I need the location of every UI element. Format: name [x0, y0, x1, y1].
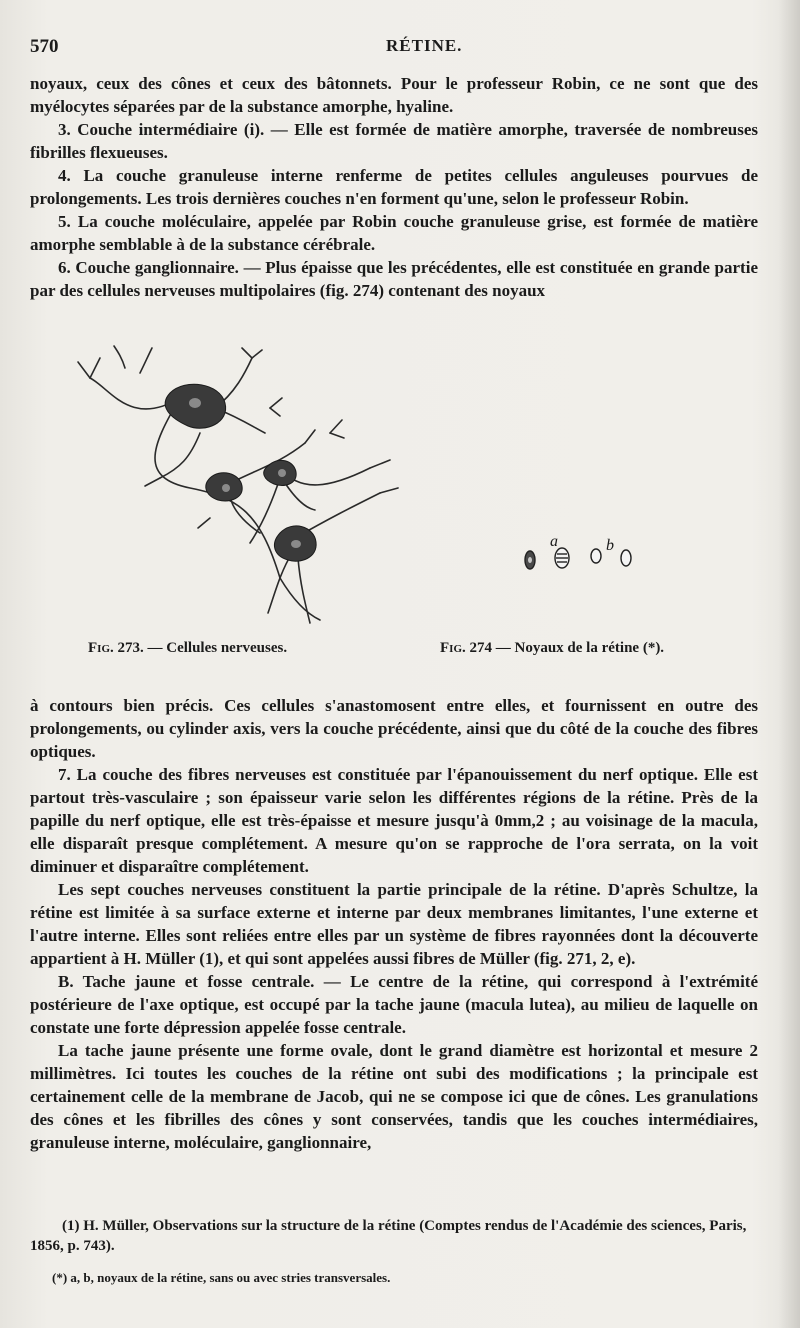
- paragraph: La tache jaune présente une forme ovale, dont le grand diamètre est horizontal et mesure 2 millimètres. Ici toutes les couches de la rétine ont subi des modifications ; la principale est certainement celle de la membrane de Jacob, qui ne se compose ici que de cônes. Les granulations des cônes et les fibrilles des cônes y sont conservées, tandis que les couches intermédiaires, granuleuse interne, moléculaire, ganglionnaire,: [30, 1041, 758, 1152]
- text-block-bottom: [30, 694, 758, 1154]
- running-head: RÉTINE.: [386, 36, 463, 55]
- footnote-asterisk: (*) a, b, noyaux de la rétine, sans ou avec stries transversales.: [52, 1270, 391, 1285]
- figure-273-caption: [88, 640, 287, 657]
- paragraph: 7. La couche des fibres nerveuses est constituée par l'épanouissement du nerf optique. Elle est partout très-vasculaire ; son épaisseur varie selon les différentes régions de la rétine. Près de la papille du nerf optique, elle est très-épaisse et mesure jusqu'à 0mm,2 ; au voisinage de la macula, elle disparaît presque complétement. A mesure qu'on se rapproche de l'ora serrata, on la voit diminuer et disparaître complétement.: [30, 765, 758, 876]
- figure-273-number: Fig. 273.: [88, 640, 144, 656]
- text-block-top: [30, 72, 758, 302]
- footnotes: [30, 1216, 770, 1288]
- figure-274-number: Fig. 274: [440, 640, 492, 656]
- figure-274-caption: [440, 640, 664, 657]
- figures-area: [30, 338, 770, 678]
- retinal-nuclei-figure: [525, 548, 631, 569]
- paragraph: 3. Couche intermédiaire (i). — Elle est formée de matière amorphe, traversée de nombreuses fibrilles flexueuses.: [30, 120, 758, 162]
- page-header: [30, 36, 770, 62]
- label-b: b: [606, 537, 614, 554]
- page-number: 570: [30, 36, 59, 57]
- figure-illustration: [30, 338, 770, 638]
- footnote-1: (1) H. Müller, Observations sur la structure de la rétine (Comptes rendus de l'Académie des sciences, Paris, 1856, p. 743).: [30, 1218, 747, 1254]
- paragraph: à contours bien précis. Ces cellules s'anastomosent entre elles, et fournissent en outre des prolongements, ou cylinder axis, vers la couche précédente, ainsi que du côté de la couche des fibres optiques.: [30, 696, 758, 761]
- paragraph: 6. Couche ganglionnaire. — Plus épaisse que les précédentes, elle est constituée en grande partie par des cellules nerveuses multipolaires (fig. 274) contenant des noyaux: [30, 258, 758, 300]
- paragraph: noyaux, ceux des cônes et ceux des bâtonnets. Pour le professeur Robin, ce ne sont que des myélocytes séparées par de la substance amorphe, hyaline.: [30, 74, 758, 116]
- label-a: a: [550, 533, 558, 550]
- nerve-cell-bodies: [165, 384, 316, 561]
- page-gutter-shadow: [778, 0, 800, 1328]
- paragraph: Les sept couches nerveuses constituent la partie principale de la rétine. D'après Schultze, la rétine est limitée à sa surface externe et interne par deux membranes limitantes, l'une externe et l'autre interne. Elles sont reliées entre elles par un système de fibres rayonnées dont la découverte appartient à H. Müller (1), et qui sont appelées aussi fibres de Müller (fig. 271, 2, e).: [30, 880, 758, 968]
- figure-273-caption-text: — Cellules nerveuses.: [147, 640, 288, 656]
- figure-274-caption-text: — Noyaux de la rétine (*).: [495, 640, 665, 656]
- paragraph: B. Tache jaune et fosse centrale. — Le centre de la rétine, qui correspond à l'extrémité postérieure de l'axe optique, est occupé par la tache jaune (macula lutea), au milieu de laquelle on constate une forte dépression appelée fosse centrale.: [30, 972, 758, 1037]
- paragraph: 4. La couche granuleuse interne renferme de petites cellules anguleuses pourvues de prolongements. Les trois dernières couches n'en forment qu'une, selon le professeur Robin.: [30, 166, 758, 208]
- paragraph: 5. La couche moléculaire, appelée par Robin couche granuleuse grise, est formée de matière amorphe semblable à de la substance cérébrale.: [30, 212, 758, 254]
